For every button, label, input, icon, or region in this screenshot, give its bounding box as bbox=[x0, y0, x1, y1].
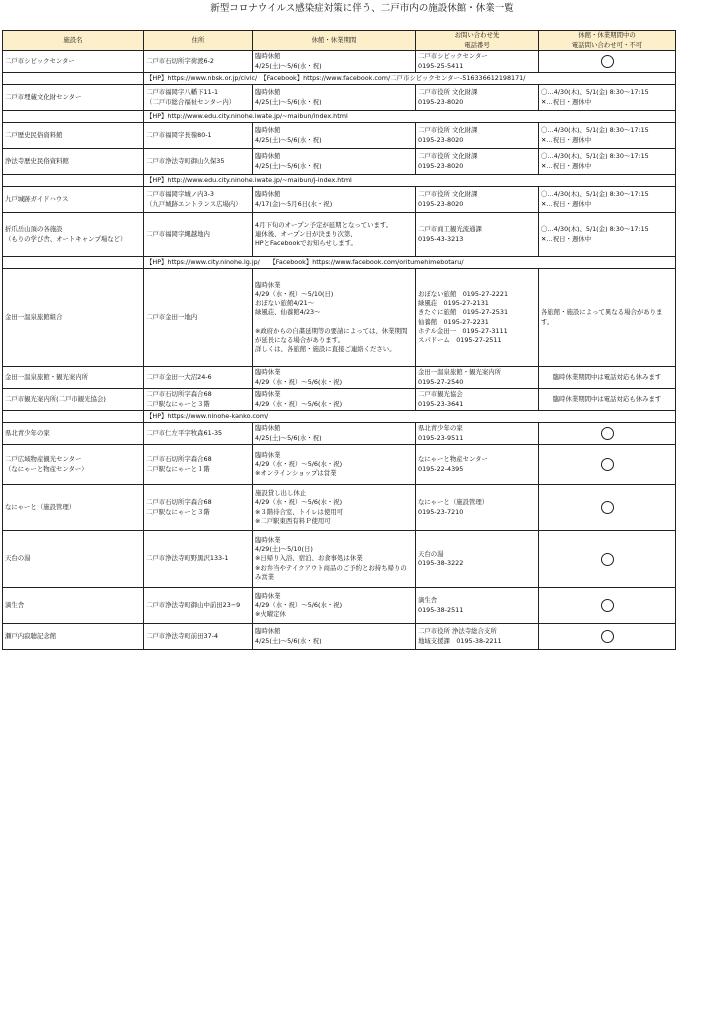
link-text[interactable]: 【HP】http://www.edu.city.ninohe.iwate.jp/~maibun/j-index.html bbox=[144, 175, 676, 187]
facility-name: 二戸広域物産観光センター （なにゃーと物産センター） bbox=[3, 445, 144, 485]
contact-phone: 県北青少年の家 0195-23-9511 bbox=[416, 423, 539, 445]
link-row bbox=[3, 73, 676, 85]
link-row bbox=[3, 411, 676, 423]
facility-address: 二戸市仁左平字牧森61-35 bbox=[144, 423, 253, 445]
contact-phone: 二戸市役所 文化財課 0195-23-8020 bbox=[416, 187, 539, 213]
facility-name: 浄法寺歴史民俗資料館 bbox=[3, 149, 144, 175]
facility-name: 県北青少年の家 bbox=[3, 423, 144, 445]
facility-address: 二戸市福岡字縄越地内 bbox=[144, 213, 253, 257]
facility-name: 金田一温泉旅館組合 bbox=[3, 269, 144, 367]
facility-name: 二戸市シビックセンター bbox=[3, 51, 144, 73]
facility-address: 二戸市福岡字八幡下11-1 （二戸市総合福祉センター内） bbox=[144, 85, 253, 111]
phone-inquiry-status: 臨時休業期間中は電話対応も休みます bbox=[539, 367, 676, 389]
link-row-spacer bbox=[3, 175, 144, 187]
contact-phone: おぼない旅館 0195-27-2221 緑風荘 0195-27-2131 きたぐに旅館 0195-27-2531 仙養館 0195-27-2231 ホテル金田一 0195-27-3111 スパドーム 0195-27-2511 bbox=[416, 269, 539, 367]
table-row bbox=[3, 269, 676, 367]
contact-phone: 二戸市シビックセンター 0195-25-5411 bbox=[416, 51, 539, 73]
circle-available-icon bbox=[601, 630, 614, 643]
contact-phone: 二戸市役所 文化財課 0195-23-8020 bbox=[416, 149, 539, 175]
header-period: 休館・休業期間 bbox=[253, 31, 416, 51]
facility-address: 二戸市石切所字森合68 二戸駅なにゃーと３階 bbox=[144, 485, 253, 531]
facility-name: 二戸市観光案内所(二戸市観光協会) bbox=[3, 389, 144, 411]
table-row bbox=[3, 445, 676, 485]
phone-inquiry-status bbox=[539, 588, 676, 624]
page-title: 新型コロナウイルス感染症対策に伴う、二戸市内の施設休館・休業一覧 bbox=[210, 3, 514, 14]
table-row bbox=[3, 588, 676, 624]
phone-inquiry-status bbox=[539, 485, 676, 531]
phone-inquiry-status bbox=[539, 445, 676, 485]
closure-period: 臨時休館 4/25(土)～5/6(水・祝) bbox=[253, 423, 416, 445]
facility-name: 瀬戸内寂聴記念館 bbox=[3, 624, 144, 650]
link-text[interactable]: 【HP】https://www.nbsk.or.jp/civic/ 【Facebook】https://www.facebook.com/二戸市シビックセンター-516336612198171/ bbox=[144, 73, 676, 85]
facility-name: 金田一温泉旅館・観光案内所 bbox=[3, 367, 144, 389]
contact-phone: 金田一温泉旅館・観光案内所 0195-27-2540 bbox=[416, 367, 539, 389]
contact-phone: 二戸市役所 文化財課 0195-23-8020 bbox=[416, 85, 539, 111]
facility-address: 二戸市福岡字城ノ内3-3 （九戸城跡エントランス広場内） bbox=[144, 187, 253, 213]
facility-address: 二戸市石切所字森合68 二戸駅なにゃーと３階 bbox=[144, 389, 253, 411]
closure-period: 臨時休業 4/29（水・祝）～5/6(水・祝) ※オンラインショップは営業 bbox=[253, 445, 416, 485]
table-row bbox=[3, 531, 676, 588]
header-contact: 休館・休業期間中の 電話問い合わせ可・不可 bbox=[539, 31, 676, 51]
closure-period: 臨時休業 4/29(土)～5/10(日) ※日帰り入浴、宿泊、お食事処は休業 ※お弁当やテイクアウト商品のご予約とお持ち帰りのみ営業 bbox=[253, 531, 416, 588]
header-phone: お問い合わせ先 電話番号 bbox=[416, 31, 539, 51]
contact-phone: 天台の湯 0195-38-3222 bbox=[416, 531, 539, 588]
facility-address: 二戸市石切所字荷渡6-2 bbox=[144, 51, 253, 73]
closure-period: 臨時休館 4/17(金)～5月6日(水・祝) bbox=[253, 187, 416, 213]
closure-period: 施設貸し出し休止 4/29（水・祝）～5/6(水・祝) ※３階待合室、トイレは使用可 ※二戸駅東西有料Ｐ使用可 bbox=[253, 485, 416, 531]
closure-period: 臨時休館 4/25(土)～5/6(水・祝) bbox=[253, 123, 416, 149]
table-row bbox=[3, 213, 676, 257]
facility-name: 滴生舎 bbox=[3, 588, 144, 624]
facility-name: 折爪岳山頂の各施設 （もりの学び舎、オートキャンプ場など） bbox=[3, 213, 144, 257]
facility-address: 二戸市浄法寺町野黒沢133-1 bbox=[144, 531, 253, 588]
phone-inquiry-status bbox=[539, 531, 676, 588]
closure-period: 臨時休業 4/29（水・祝）～5/10(日) おぼない旅館4/21～ 緑風荘、仙養館4/23～ ※政府からの自粛延期等の要請によっては、休業期間が延長になる場合があります。 詳しくは、各旅館・施設に直接ご連絡ください。 bbox=[253, 269, 416, 367]
phone-inquiry-status bbox=[539, 624, 676, 650]
facility-name: 九戸城跡ガイドハウス bbox=[3, 187, 144, 213]
contact-phone: なにゃーと（施設管理） 0195-23-7210 bbox=[416, 485, 539, 531]
link-row-spacer bbox=[3, 257, 144, 269]
facility-name: 天台の湯 bbox=[3, 531, 144, 588]
phone-inquiry-status: 〇…4/30(木)、5/1(金) 8:30～17:15 ✕…祝日・週休中 bbox=[539, 85, 676, 111]
facility-address: 二戸市金田一大沼24-6 bbox=[144, 367, 253, 389]
closure-period: 臨時休館 4/25(土)～5/6(水・祝) bbox=[253, 85, 416, 111]
link-row bbox=[3, 257, 676, 269]
link-row-spacer bbox=[3, 111, 144, 123]
table-row bbox=[3, 51, 676, 73]
contact-phone: 二戸市役所 文化財課 0195-23-8020 bbox=[416, 123, 539, 149]
phone-inquiry-status: 〇…4/30(木)、5/1(金) 8:30～17:15 ✕…祝日・週休中 bbox=[539, 213, 676, 257]
table-row bbox=[3, 624, 676, 650]
link-text[interactable]: 【HP】https://www.city.ninohe.lg.jp/ 【Facebook】https://www.facebook.com/oritumehimebotaru/ bbox=[144, 257, 676, 269]
facility-address: 二戸市金田一地内 bbox=[144, 269, 253, 367]
facility-name: なにゃーと（施設管理） bbox=[3, 485, 144, 531]
link-text[interactable]: 【HP】https://www.ninohe-kanko.com/ bbox=[144, 411, 676, 423]
table-row bbox=[3, 423, 676, 445]
closure-period: 臨時休業 4/29（水・祝）～5/6(水・祝) ※火曜定休 bbox=[253, 588, 416, 624]
circle-available-icon bbox=[601, 458, 614, 471]
closure-period: 臨時休業 4/29（水・祝）～5/6(水・祝) bbox=[253, 389, 416, 411]
phone-inquiry-status: 各旅館・施設によって異なる場合があります。 bbox=[539, 269, 676, 367]
contact-phone: なにゃーと物産センター 0195-22-4395 bbox=[416, 445, 539, 485]
facility-table bbox=[2, 30, 676, 650]
table-header-row bbox=[3, 31, 676, 51]
closure-period: 臨時休業 4/29（水・祝）～5/6(水・祝) bbox=[253, 367, 416, 389]
phone-inquiry-status: 〇…4/30(木)、5/1(金) 8:30～17:15 ✕…祝日・週休中 bbox=[539, 149, 676, 175]
table-row bbox=[3, 85, 676, 111]
table-row bbox=[3, 123, 676, 149]
link-row bbox=[3, 111, 676, 123]
closure-period: 臨時休館 4/25(土)～5/6(水・祝) bbox=[253, 149, 416, 175]
phone-inquiry-status: 〇…4/30(木)、5/1(金) 8:30～17:15 ✕…祝日・週休中 bbox=[539, 187, 676, 213]
table-row bbox=[3, 187, 676, 213]
phone-inquiry-status: 臨時休業期間中は電話対応も休みます bbox=[539, 389, 676, 411]
circle-available-icon bbox=[601, 55, 614, 68]
table-row bbox=[3, 485, 676, 531]
facility-address: 二戸市浄法寺町御山中前田23−9 bbox=[144, 588, 253, 624]
link-row-spacer bbox=[3, 73, 144, 85]
circle-available-icon bbox=[601, 599, 614, 612]
facility-address: 二戸市石切所字森合68 二戸駅なにゃーと１階 bbox=[144, 445, 253, 485]
link-row-spacer bbox=[3, 411, 144, 423]
circle-available-icon bbox=[601, 427, 614, 440]
closure-period: 臨時休館 4/25(土)～5/6(水・祝) bbox=[253, 624, 416, 650]
phone-inquiry-status bbox=[539, 423, 676, 445]
phone-inquiry-status bbox=[539, 51, 676, 73]
facility-address: 二戸市福岡字長嶺80-1 bbox=[144, 123, 253, 149]
header-address: 住所 bbox=[144, 31, 253, 51]
phone-inquiry-status: 〇…4/30(木)、5/1(金) 8:30～17:15 ✕…祝日・週休中 bbox=[539, 123, 676, 149]
table-row bbox=[3, 367, 676, 389]
closure-period: 臨時休館 4/25(土)～5/6(水・祝) bbox=[253, 51, 416, 73]
link-row bbox=[3, 175, 676, 187]
contact-phone: 二戸市役所 浄法寺総合支所 地域支援課 0195-38-2211 bbox=[416, 624, 539, 650]
facility-name: 二戸市埋蔵文化財センター bbox=[3, 85, 144, 111]
table-row bbox=[3, 149, 676, 175]
facility-address: 二戸市浄法寺町前田37-4 bbox=[144, 624, 253, 650]
contact-phone: 二戸市商工観光流通課 0195-43-3213 bbox=[416, 213, 539, 257]
table-row bbox=[3, 389, 676, 411]
header-name: 施設名 bbox=[3, 31, 144, 51]
table-body bbox=[3, 51, 676, 650]
facility-name: 二戸歴史民俗資料館 bbox=[3, 123, 144, 149]
closure-period: 4月下旬のオープン予定が延期となっています。 連休後、オープン日が決まり次第、 HPとFacebookでお知らせします。 bbox=[253, 213, 416, 257]
contact-phone: 滴生舎 0195-38-2511 bbox=[416, 588, 539, 624]
circle-available-icon bbox=[601, 553, 614, 566]
contact-phone: 二戸市観光協会 0195-23-3641 bbox=[416, 389, 539, 411]
facility-address: 二戸市浄法寺町御山久保35 bbox=[144, 149, 253, 175]
circle-available-icon bbox=[601, 501, 614, 514]
link-text[interactable]: 【HP】http://www.edu.city.ninohe.iwate.jp/~maibun/index.html bbox=[144, 111, 676, 123]
